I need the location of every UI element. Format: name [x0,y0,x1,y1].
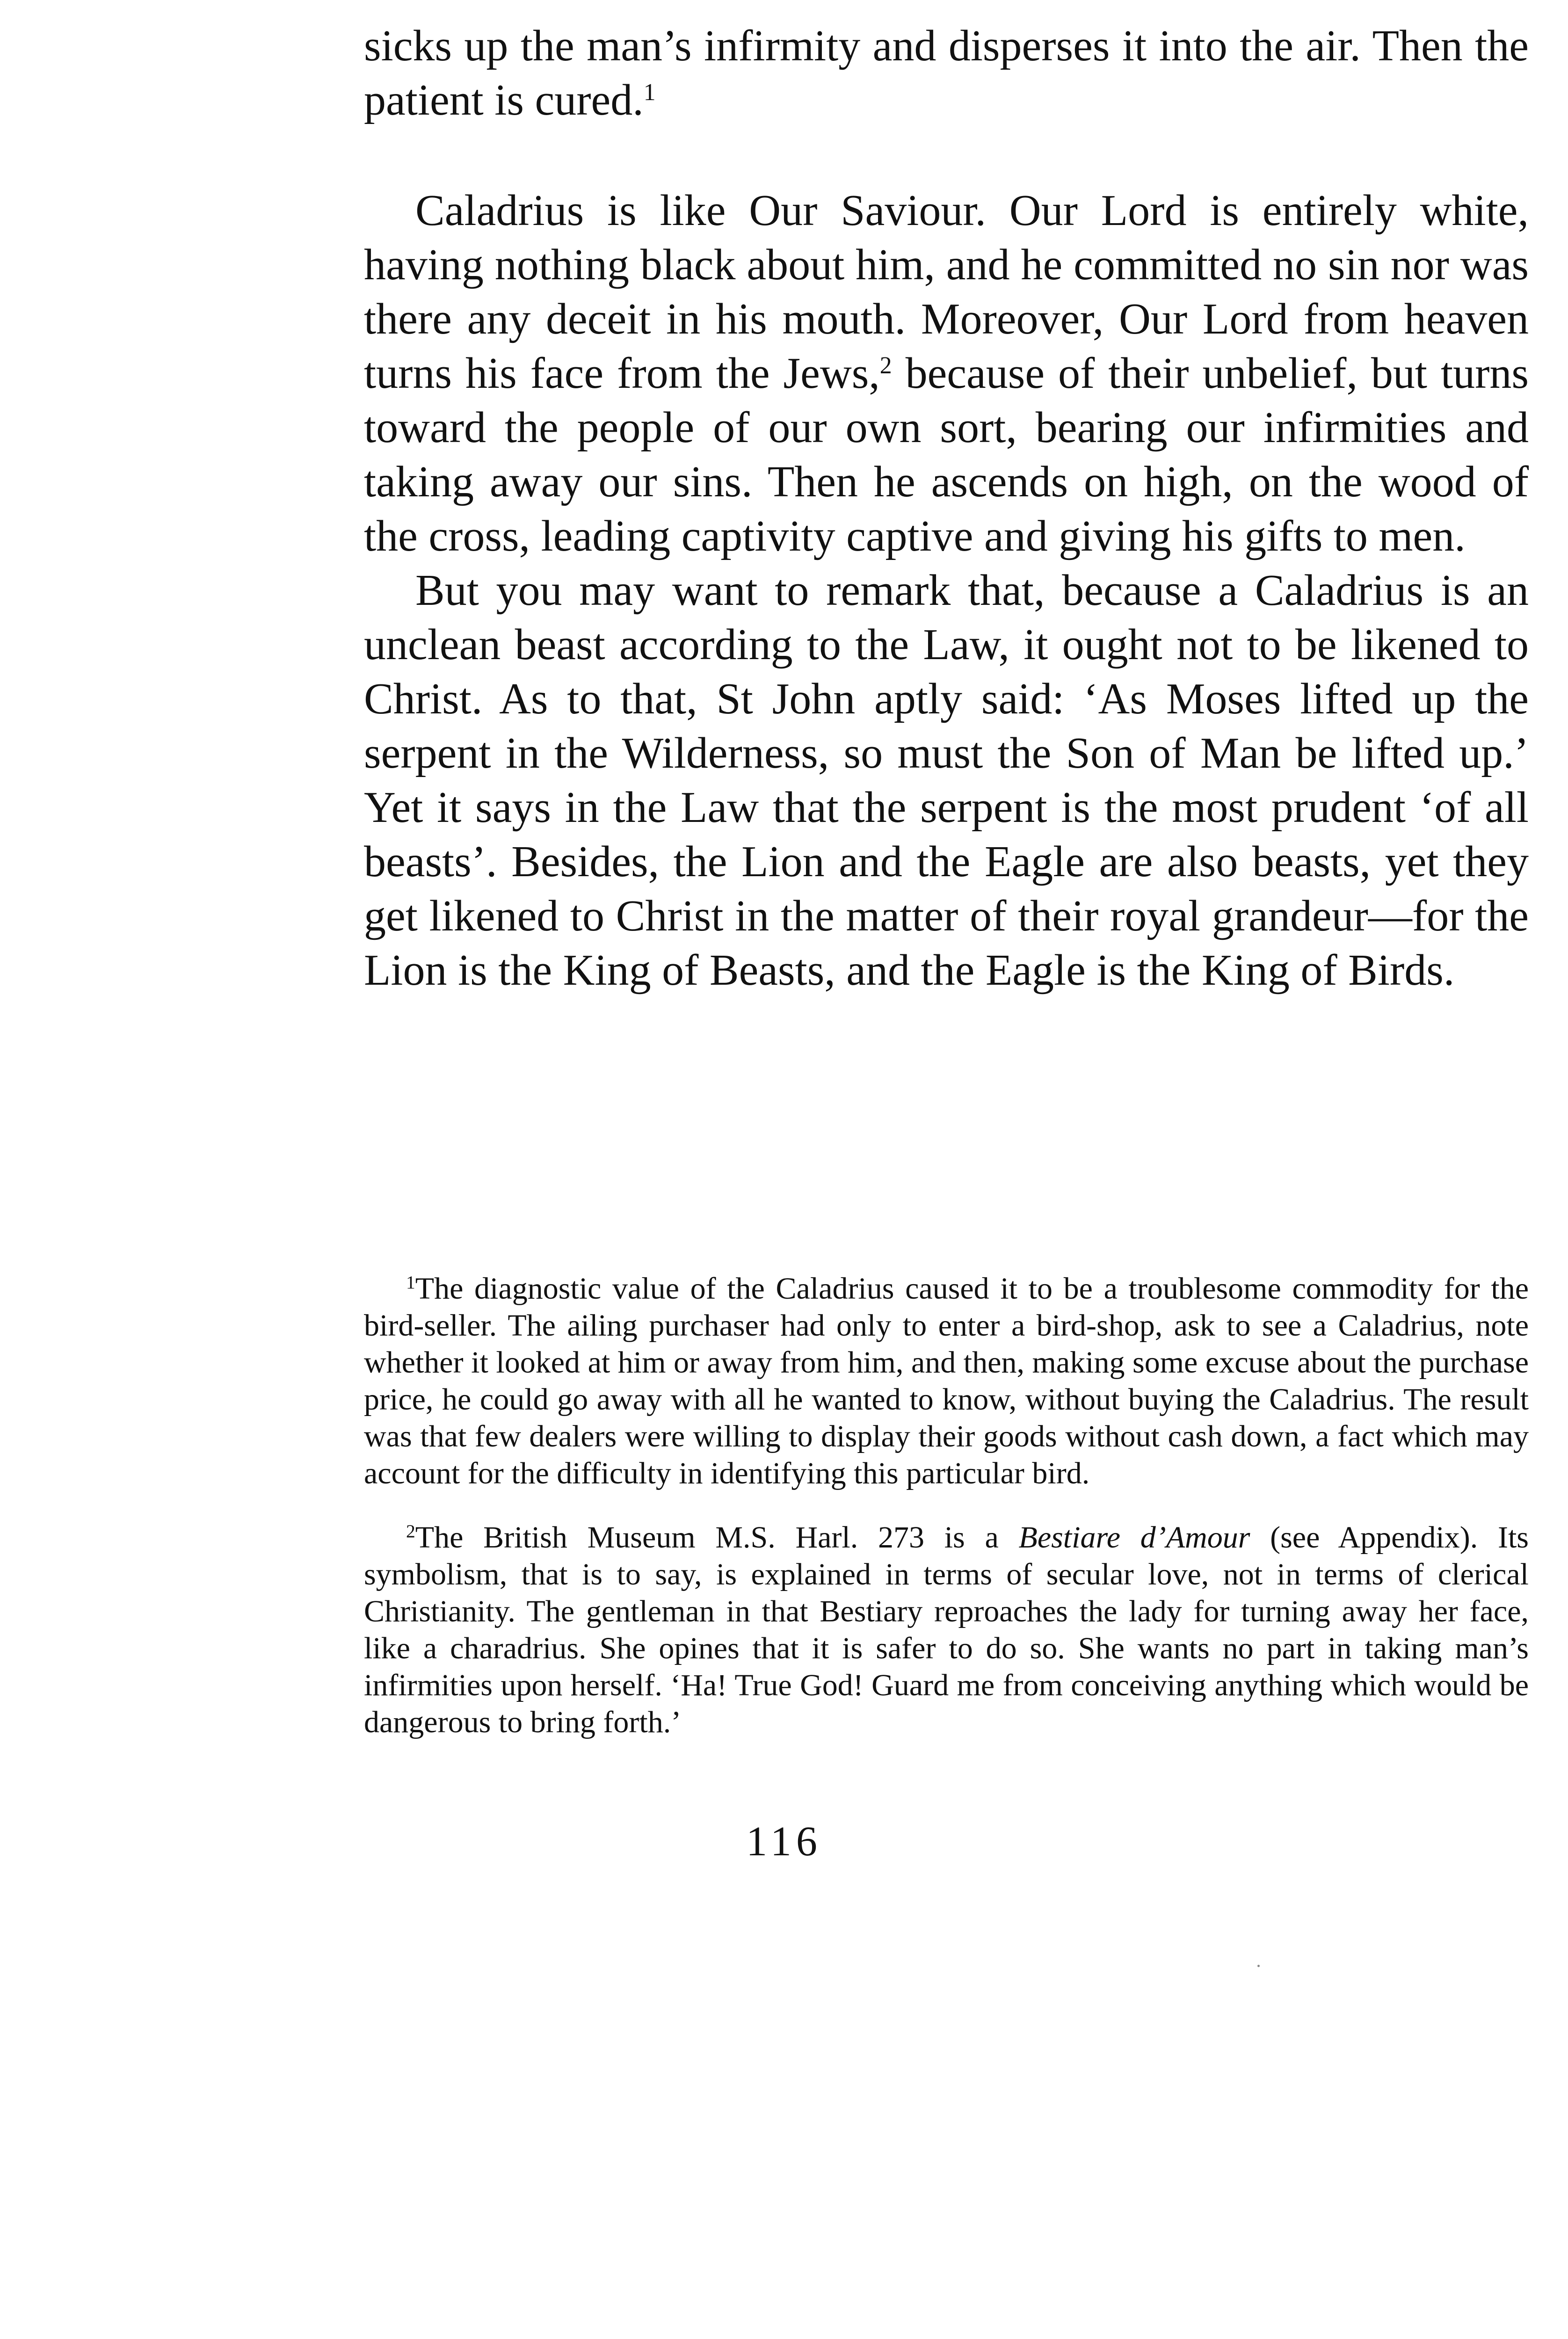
paragraph-text: sicks up the man’s infirmity and disperses it into the air. Then the patient is cured. [364,22,1529,124]
footnote-2 [364,1519,1529,1741]
footnotes [364,1270,1529,1741]
footnote-ref-1[interactable]: 1 [643,79,656,106]
main-text [364,19,1529,997]
footnote-ref-2[interactable]: 2 [879,352,892,379]
paragraph-text: Caladrius is like Our Saviour. Our Lord is entirely white, having nothing black about him, and he committed no sin nor was there any deceit in his mouth. Moreover, Our Lord from heaven turns his face from the Jews, [364,186,1529,398]
paper-speck [1257,1965,1260,1967]
footnote-1 [364,1270,1529,1492]
footnote-mark-2: 2 [406,1521,415,1542]
paragraph-unclean-beast: But you may want to remark that, because a Caladrius is an unclean beast according to the Law, it ought not to be likened to Christ. As to that, St John aptly said: ‘As Moses lifted up the serpent in the Wilderness, so must the Son of Man be lifted up.’ Yet it says in the Law that the serpent is the most prudent ‘of all beasts’. Besides, the Lion and the Eagle are also beasts, yet they get likened to Christ in the matter of their royal grandeur—for the Lion is the King of Beasts, and the Eagle is the King of Birds. [364,566,1529,995]
paragraph-saviour [364,183,1529,563]
footnote-text: The British Museum M.S. Harl. 273 is a [415,1520,1019,1554]
paragraph-continued [364,19,1529,127]
footnote-text: (see Appendix). Its symbolism, that is to say, is explained in terms of secular love, not in terms of clerical Christianity. The gentleman in that Bestiary reproaches the lady for turning away her face, like a charadrius. She opines that it is safer to do so. She wants no part in taking man’s infirmities upon herself. ‘Ha! True God! Guard me from conceiving anything which would be dangerous to bring forth.’ [364,1520,1529,1739]
footnote-text: The diagnostic value of the Caladrius caused it to be a troublesome commodity for the bird-seller. The ailing purchaser had only to enter a bird-shop, ask to see a Caladrius, note whether it looked at him or away from him, and then, making some excuse about the purchase price, he could go away with all he wanted to know, without buying the Caladrius. The result was that few dealers were willing to display their goods without cash down, a fact which may account for the difficulty in identifying this particular bird. [364,1271,1529,1490]
footnote-mark-1: 1 [406,1272,415,1293]
book-title-italic: Bestiare d’Amour [1018,1520,1250,1554]
paragraph-text: because of their unbelief, but turns toward the people of our own sort, bearing our infirmities and taking away our sins. Then he ascends on high, on the wood of the cross, leading captivity captive and giving his gifts to men. [364,349,1529,560]
page-number: 116 [746,1818,822,1865]
